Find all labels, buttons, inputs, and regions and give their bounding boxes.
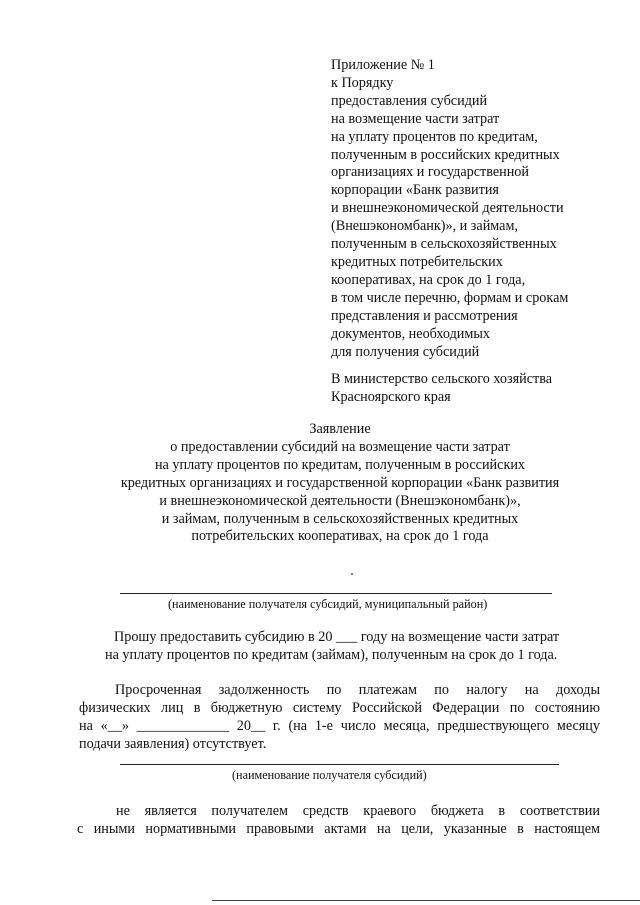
statement-title-line: кредитных организациях и государственной корпорации «Банк развития	[120, 474, 560, 491]
appendix-line: кредитных потребительских	[331, 253, 503, 270]
addressee-line: Красноярского края	[331, 389, 451, 405]
scan-speck	[351, 573, 353, 575]
appendix-line: (Внешэкономбанк)», и займам,	[331, 218, 518, 235]
request-line: на уплату процентов по кредитам (займам), полученным на срок до 1 года.	[105, 647, 558, 663]
not-recipient-line: с иными нормативными правовыми актами на цели, указанные в настоящем	[77, 821, 600, 837]
appendix-line: документов, необходимых	[331, 325, 490, 342]
appendix-line: предоставления субсидий	[331, 92, 488, 109]
appendix-line: представления и рассмотрения	[331, 307, 518, 324]
appendix-line: к Порядку	[331, 74, 394, 91]
appendix-line: на уплату процентов по кредитам,	[331, 128, 538, 145]
addressee-line: В министерство сельского хозяйства	[331, 371, 553, 387]
appendix-line: организациях и государственной	[331, 164, 529, 181]
request-line: Прошу предоставить субсидию в 20 ___ году на возмещение части затрат	[114, 629, 560, 645]
overdue-line: физических лиц в бюджетную систему Российской Федерации по состоянию	[79, 700, 600, 716]
statement-title-line: и внешнеэкономической деятельности (Внешэкономбанк)»,	[159, 492, 521, 509]
request-paragraph	[105, 628, 600, 664]
appendix-block	[331, 57, 631, 361]
statement-title-line: на уплату процентов по кредитам, полученным в российских	[154, 456, 526, 473]
overdue-paragraph	[79, 681, 600, 753]
recipient-fill-line-2	[120, 764, 559, 765]
appendix-line: полученным в сельскохозяйственных	[331, 236, 557, 253]
statement-heading: Заявление	[309, 421, 371, 437]
statement-title-line: и займам, полученным в сельскохозяйственных кредитных	[161, 510, 519, 527]
statement-title	[60, 421, 620, 546]
addressee-block	[331, 370, 631, 406]
appendix-line: корпорации «Банк развития	[331, 182, 499, 199]
statement-title-line: о предоставлении субсидий на возмещение части затрат	[170, 438, 510, 455]
recipient-fill-line	[120, 593, 552, 594]
overdue-line: Просроченная задолженность по платежам по налогу на доходы	[115, 682, 600, 698]
appendix-line: полученным в российских кредитных	[331, 146, 560, 163]
appendix-line: кооперативах, на срок до 1 года,	[331, 271, 526, 288]
statement-title-line: потребительских кооперативах, на срок до 1 года	[191, 528, 489, 545]
appendix-line: и внешнеэкономической деятельности	[331, 200, 564, 217]
scan-bottom-edge	[212, 900, 640, 901]
recipient-caption: (наименование получателя субсидий, муниципальный район)	[168, 597, 488, 611]
appendix-line: Приложение № 1	[331, 57, 435, 73]
appendix-line: в том числе перечню, формам и срокам	[331, 289, 569, 306]
not-recipient-line: не является получателем средств краевого бюджета в соответствии	[116, 803, 600, 819]
appendix-line: для получения субсидий	[331, 343, 480, 360]
not-recipient-paragraph	[77, 802, 600, 838]
recipient-caption-2: (наименование получателя субсидий)	[232, 768, 427, 782]
overdue-line: на «__» _____________ 20__ г. (на 1-е число месяца, предшествующего месяцу	[79, 718, 600, 734]
overdue-line: подачи заявления) отсутствует.	[79, 736, 267, 752]
appendix-line: на возмещение части затрат	[331, 110, 500, 127]
